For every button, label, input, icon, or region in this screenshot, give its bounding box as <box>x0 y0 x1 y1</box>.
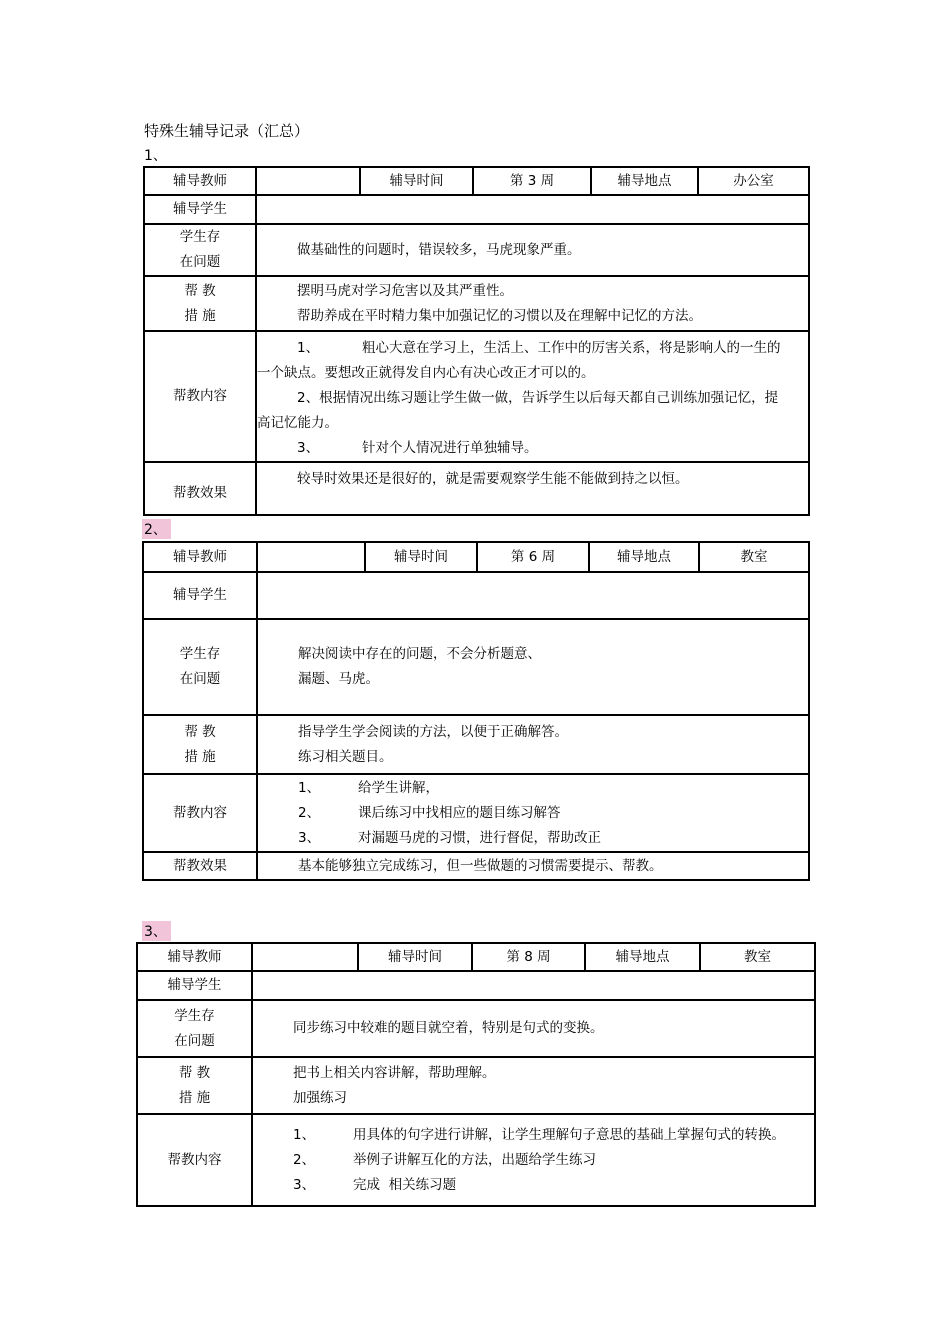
measure-label: 帮 教 措 施 <box>144 276 256 331</box>
problem-label: 学生存 在问题 <box>137 1000 252 1057</box>
record-number: 2、 <box>142 519 171 539</box>
content-label: 帮教内容 <box>137 1114 252 1206</box>
student-label: 辅导学生 <box>144 195 256 224</box>
teacher-label: 辅导教师 <box>143 542 257 572</box>
content-text <box>252 1114 815 1206</box>
place-value: 教室 <box>700 943 815 971</box>
teacher-label: 辅导教师 <box>137 943 252 971</box>
place-label: 辅导地点 <box>591 167 698 195</box>
problem-text: 解决阅读中存在的问题，不会分析题意、 漏题、马虎。 <box>257 619 809 715</box>
list-item: 1、 用具体的句字进行讲解，让学生理解句子意思的基础上掌握句式的转换。 <box>293 1126 785 1143</box>
measure-text: 指导学生学会阅读的方法，以便于正确解答。 练习相关题目。 <box>257 715 809 774</box>
teacher-value <box>256 167 360 195</box>
list-item: 3、 对漏题马虎的习惯，进行督促，帮助改正 <box>298 829 601 846</box>
record-table-2 <box>142 541 810 881</box>
place-value: 教室 <box>699 542 809 572</box>
content-text: 1、 粗心大意在学习上，生活上、工作中的厉害关系，将是影响人的一生的 一个缺点。要想改正就得发自内心有决心改正才可以的。 2、根据情况出练习题让学生做一做，告诉学生以后每天都自己训练加强记忆，提 高记忆能力。 3、 针对个人情况进行单独辅导。 <box>256 331 809 462</box>
problem-text: 同步练习中较难的题目就空着，特别是句式的变换。 <box>252 1000 815 1057</box>
time-value: 第 3 周 <box>473 167 591 195</box>
teacher-value <box>257 542 365 572</box>
teacher-label: 辅导教师 <box>144 167 256 195</box>
document-title: 特殊生辅导记录（汇总） <box>144 122 310 140</box>
record-table-1 <box>143 166 810 516</box>
effect-text: 较导时效果还是很好的，就是需要观察学生能不能做到持之以恒。 <box>256 462 809 515</box>
content-label: 帮教内容 <box>144 331 256 462</box>
list-item: 1、 给学生讲解， <box>298 779 439 796</box>
time-value: 第 8 周 <box>472 943 585 971</box>
content-text <box>257 774 809 852</box>
measure-text: 把书上相关内容讲解，帮助理解。 加强练习 <box>252 1057 815 1114</box>
time-value: 第 6 周 <box>477 542 589 572</box>
effect-label: 帮教效果 <box>143 852 257 880</box>
problem-text: 做基础性的问题时，错误较多，马虎现象严重。 <box>256 224 809 276</box>
list-item: 2、 课后练习中找相应的题目练习解答 <box>298 804 561 821</box>
time-label: 辅导时间 <box>358 943 472 971</box>
record-number: 3、 <box>142 921 171 941</box>
list-item: 2、 举例子讲解互化的方法，出题给学生练习 <box>293 1151 596 1168</box>
time-label: 辅导时间 <box>360 167 473 195</box>
problem-label: 学生存 在问题 <box>144 224 256 276</box>
place-label: 辅导地点 <box>585 943 700 971</box>
list-item: 3、 完成 相关练习题 <box>293 1176 457 1193</box>
student-label: 辅导学生 <box>143 572 257 619</box>
place-label: 辅导地点 <box>589 542 699 572</box>
teacher-value <box>252 943 358 971</box>
place-value: 办公室 <box>698 167 809 195</box>
student-label: 辅导学生 <box>137 971 252 1000</box>
effect-text: 基本能够独立完成练习，但一些做题的习惯需要提示、帮教。 <box>257 852 809 880</box>
student-value <box>257 572 809 619</box>
time-label: 辅导时间 <box>365 542 477 572</box>
record-number: 1、 <box>144 148 167 164</box>
measure-text: 摆明马虎对学习危害以及其严重性。 帮助养成在平时精力集中加强记忆的习惯以及在理解中记忆的方法。 <box>256 276 809 331</box>
problem-label: 学生存 在问题 <box>143 619 257 715</box>
effect-label: 帮教效果 <box>144 462 256 515</box>
student-value <box>256 195 809 224</box>
record-table-3 <box>136 942 816 1207</box>
student-value <box>252 971 815 1000</box>
measure-label: 帮 教 措 施 <box>143 715 257 774</box>
measure-label: 帮 教 措 施 <box>137 1057 252 1114</box>
content-label: 帮教内容 <box>143 774 257 852</box>
